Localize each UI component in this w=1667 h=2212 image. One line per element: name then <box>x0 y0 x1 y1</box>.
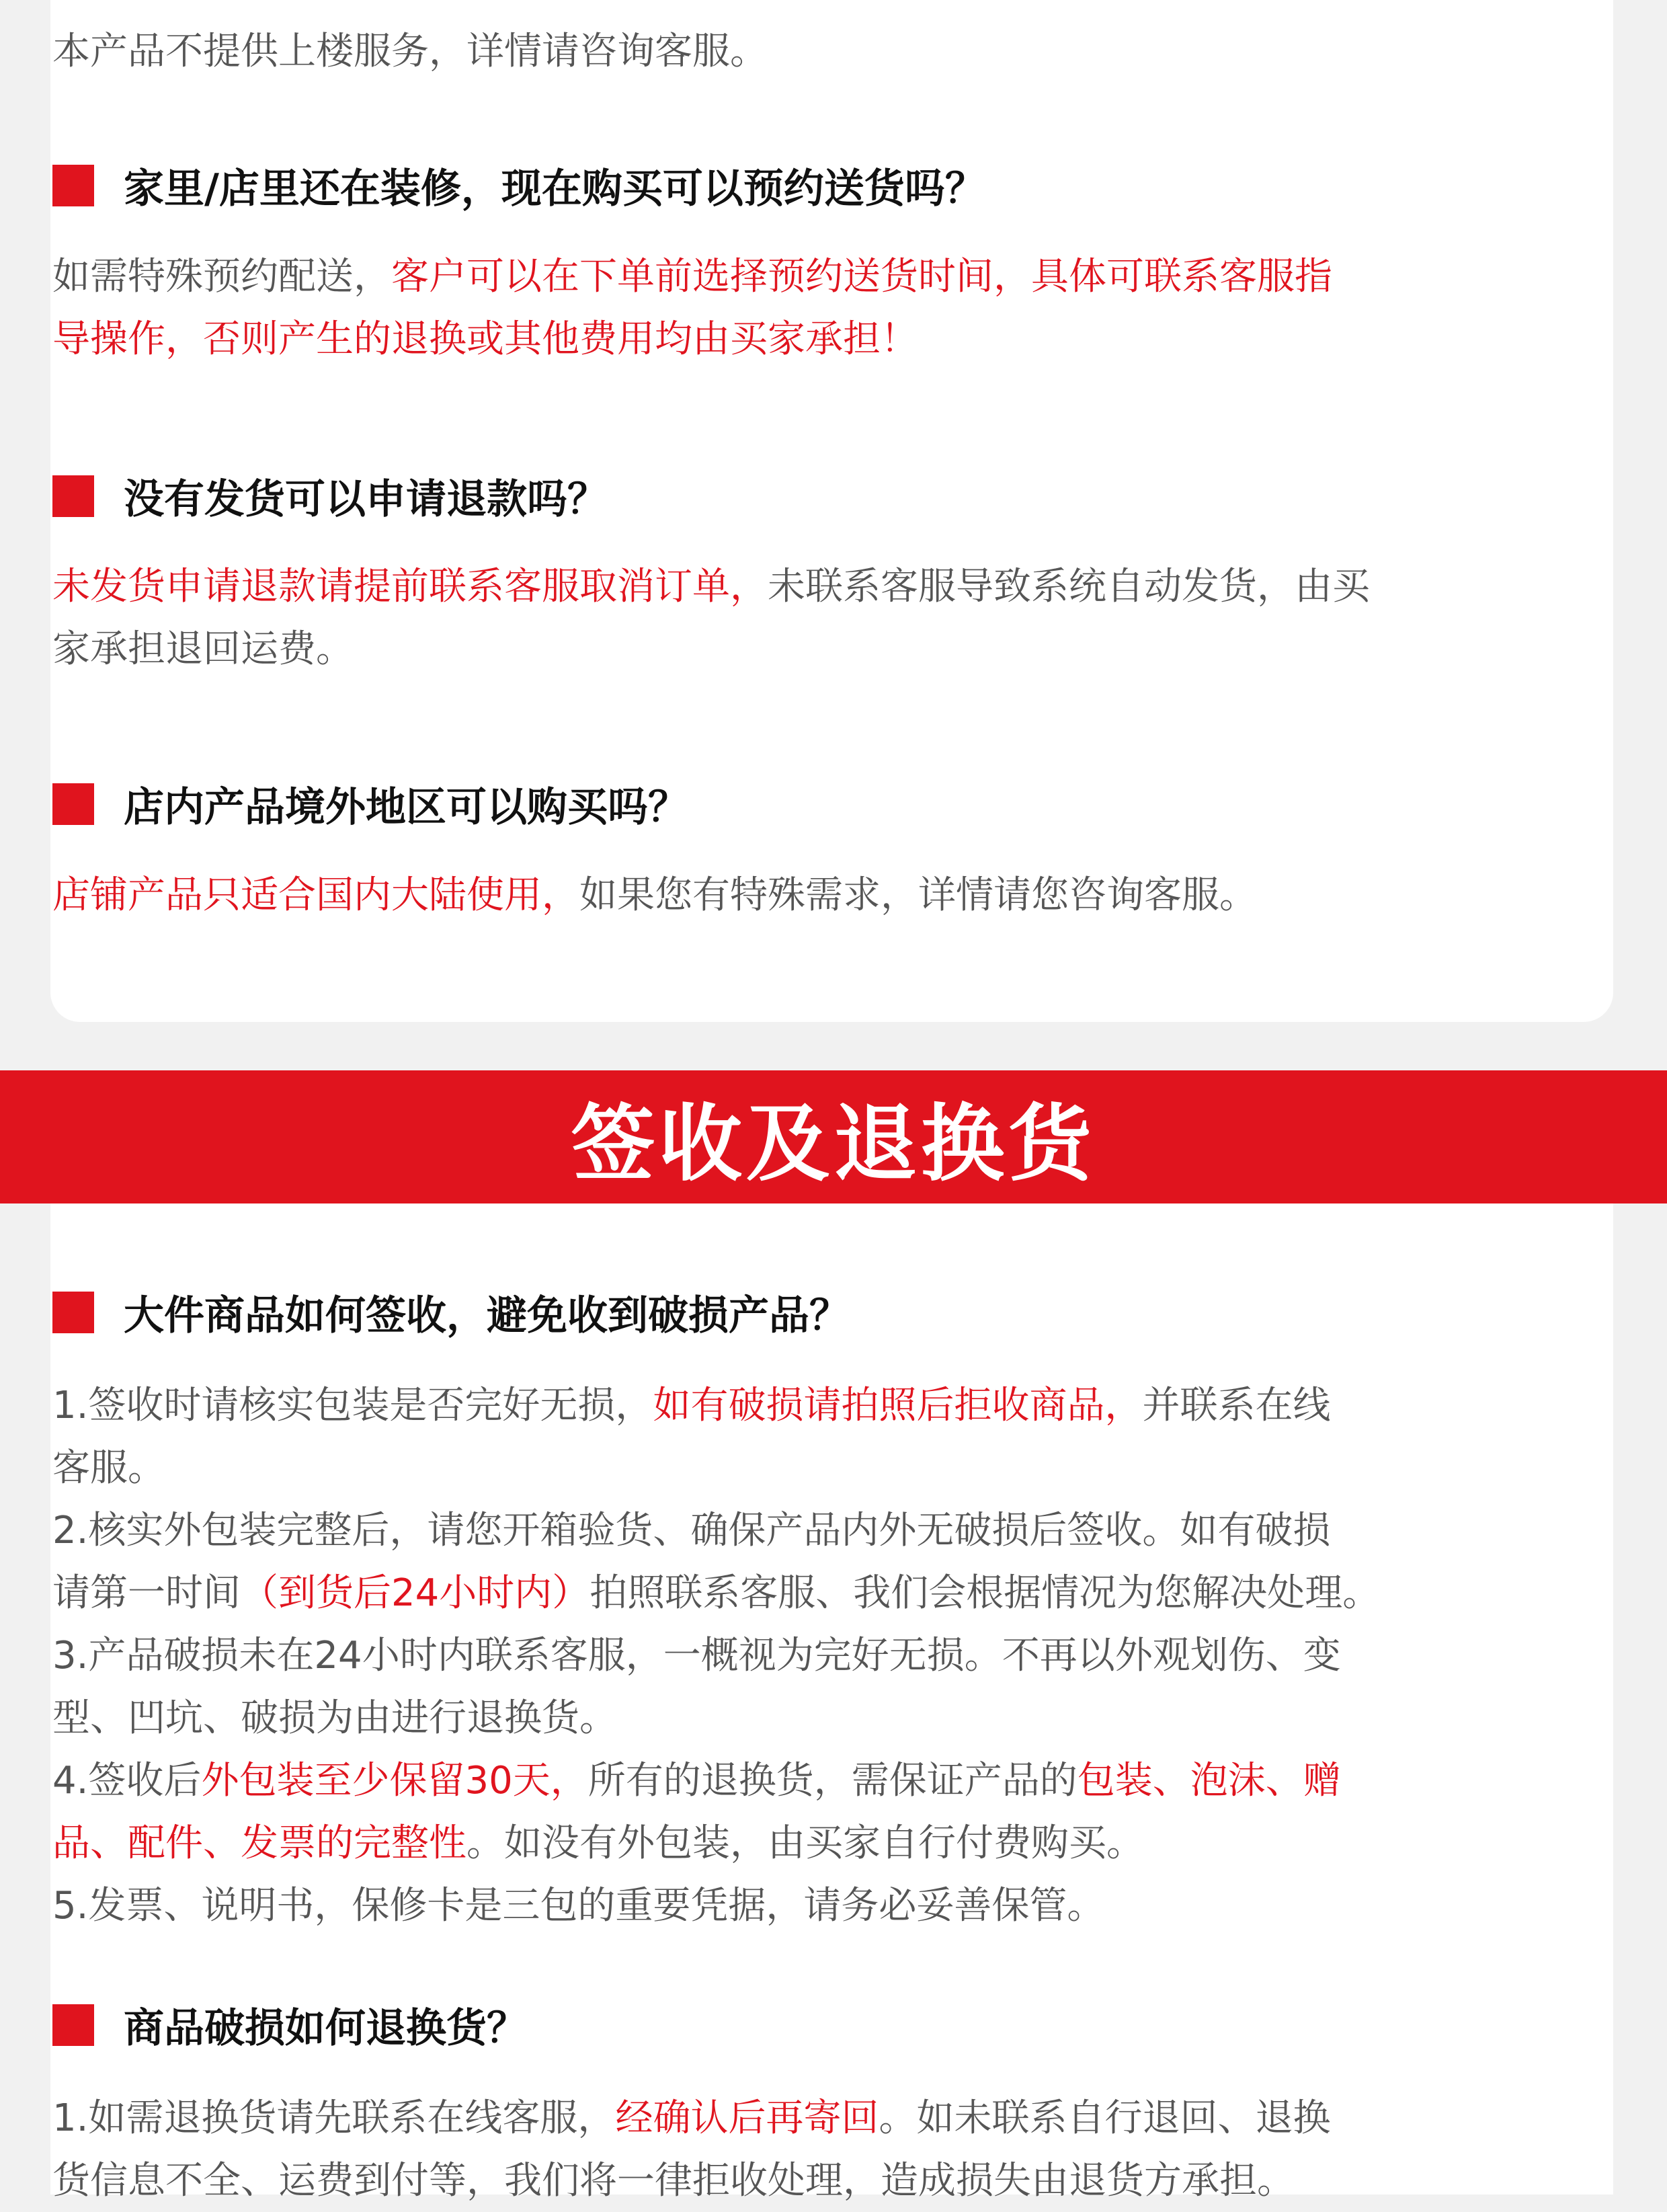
square-bullet-icon <box>52 165 94 206</box>
square-bullet-icon <box>52 475 94 517</box>
question-text: 店内产品境外地区可以购买吗？ <box>124 784 688 831</box>
faq-answer: 店铺产品只适合国内大陆使用，如果您有特殊需求，详情请您咨询客服。 <box>52 873 1257 917</box>
faq-answer: 1.签收时请核实包装是否完好无损，如有破损请拍照后拒收商品，并联系在线 客服。 2.核实外包装完整后，请您开箱验货、确保产品内外无破损后签收。如有破损 请第一时间（到货后24小时内）拍照联系客服、我们会根据情况为您解决处理。 3.产品破损未在24小时内联系客服，一概视为完好无损。不再以外观划伤、变 型、凹坑、破损为由进行退换货。 4.签收后外包装至少保留30天，所有的退换货，需保证产品的包装、泡沫、赠 品、配件、发票的完整性。如没有外包装，由买家自行付费购买。 5.发票、说明书，保修卡是三包的重要凭据，请务必妥善保管。 <box>52 1384 1381 1928</box>
faq-question <box>52 1998 527 2052</box>
faq-question <box>52 469 608 523</box>
faq-answer: 1.如需退换货请先联系在线客服，经确认后再寄回。如未联系自行退回、退换 货信息不全、运费到付等，我们将一律拒收处理，造成损失由退货方承担。 <box>52 2096 1331 2203</box>
square-bullet-icon <box>52 2004 94 2046</box>
question-text: 商品破损如何退换货？ <box>124 2005 527 2052</box>
intro-text: 本产品不提供上楼服务，详情请咨询客服。 <box>52 30 768 73</box>
faq-question <box>52 1286 850 1339</box>
question-text: 大件商品如何签收，避免收到破损产品？ <box>124 1292 850 1339</box>
section-banner <box>0 1070 1667 1203</box>
question-text: 没有发货可以申请退款吗？ <box>124 476 608 523</box>
square-bullet-icon <box>52 1292 94 1333</box>
faq-question <box>52 159 985 212</box>
square-bullet-icon <box>52 783 94 825</box>
faq-answer: 如需特殊预约配送，客户可以在下单前选择预约送货时间，具体可联系客服指 导操作，否则产生的退换或其他费用均由买家承担！ <box>52 255 1332 361</box>
faq-question <box>52 777 688 831</box>
section-title: 签收及退换货 <box>571 1096 1096 1193</box>
faq-answer: 未发货申请退款请提前联系客服取消订单，未联系客服导致系统自动发货，由买 家承担退回运费。 <box>52 565 1370 671</box>
question-text: 家里/店里还在装修，现在购买可以预约送货吗？ <box>124 165 985 212</box>
